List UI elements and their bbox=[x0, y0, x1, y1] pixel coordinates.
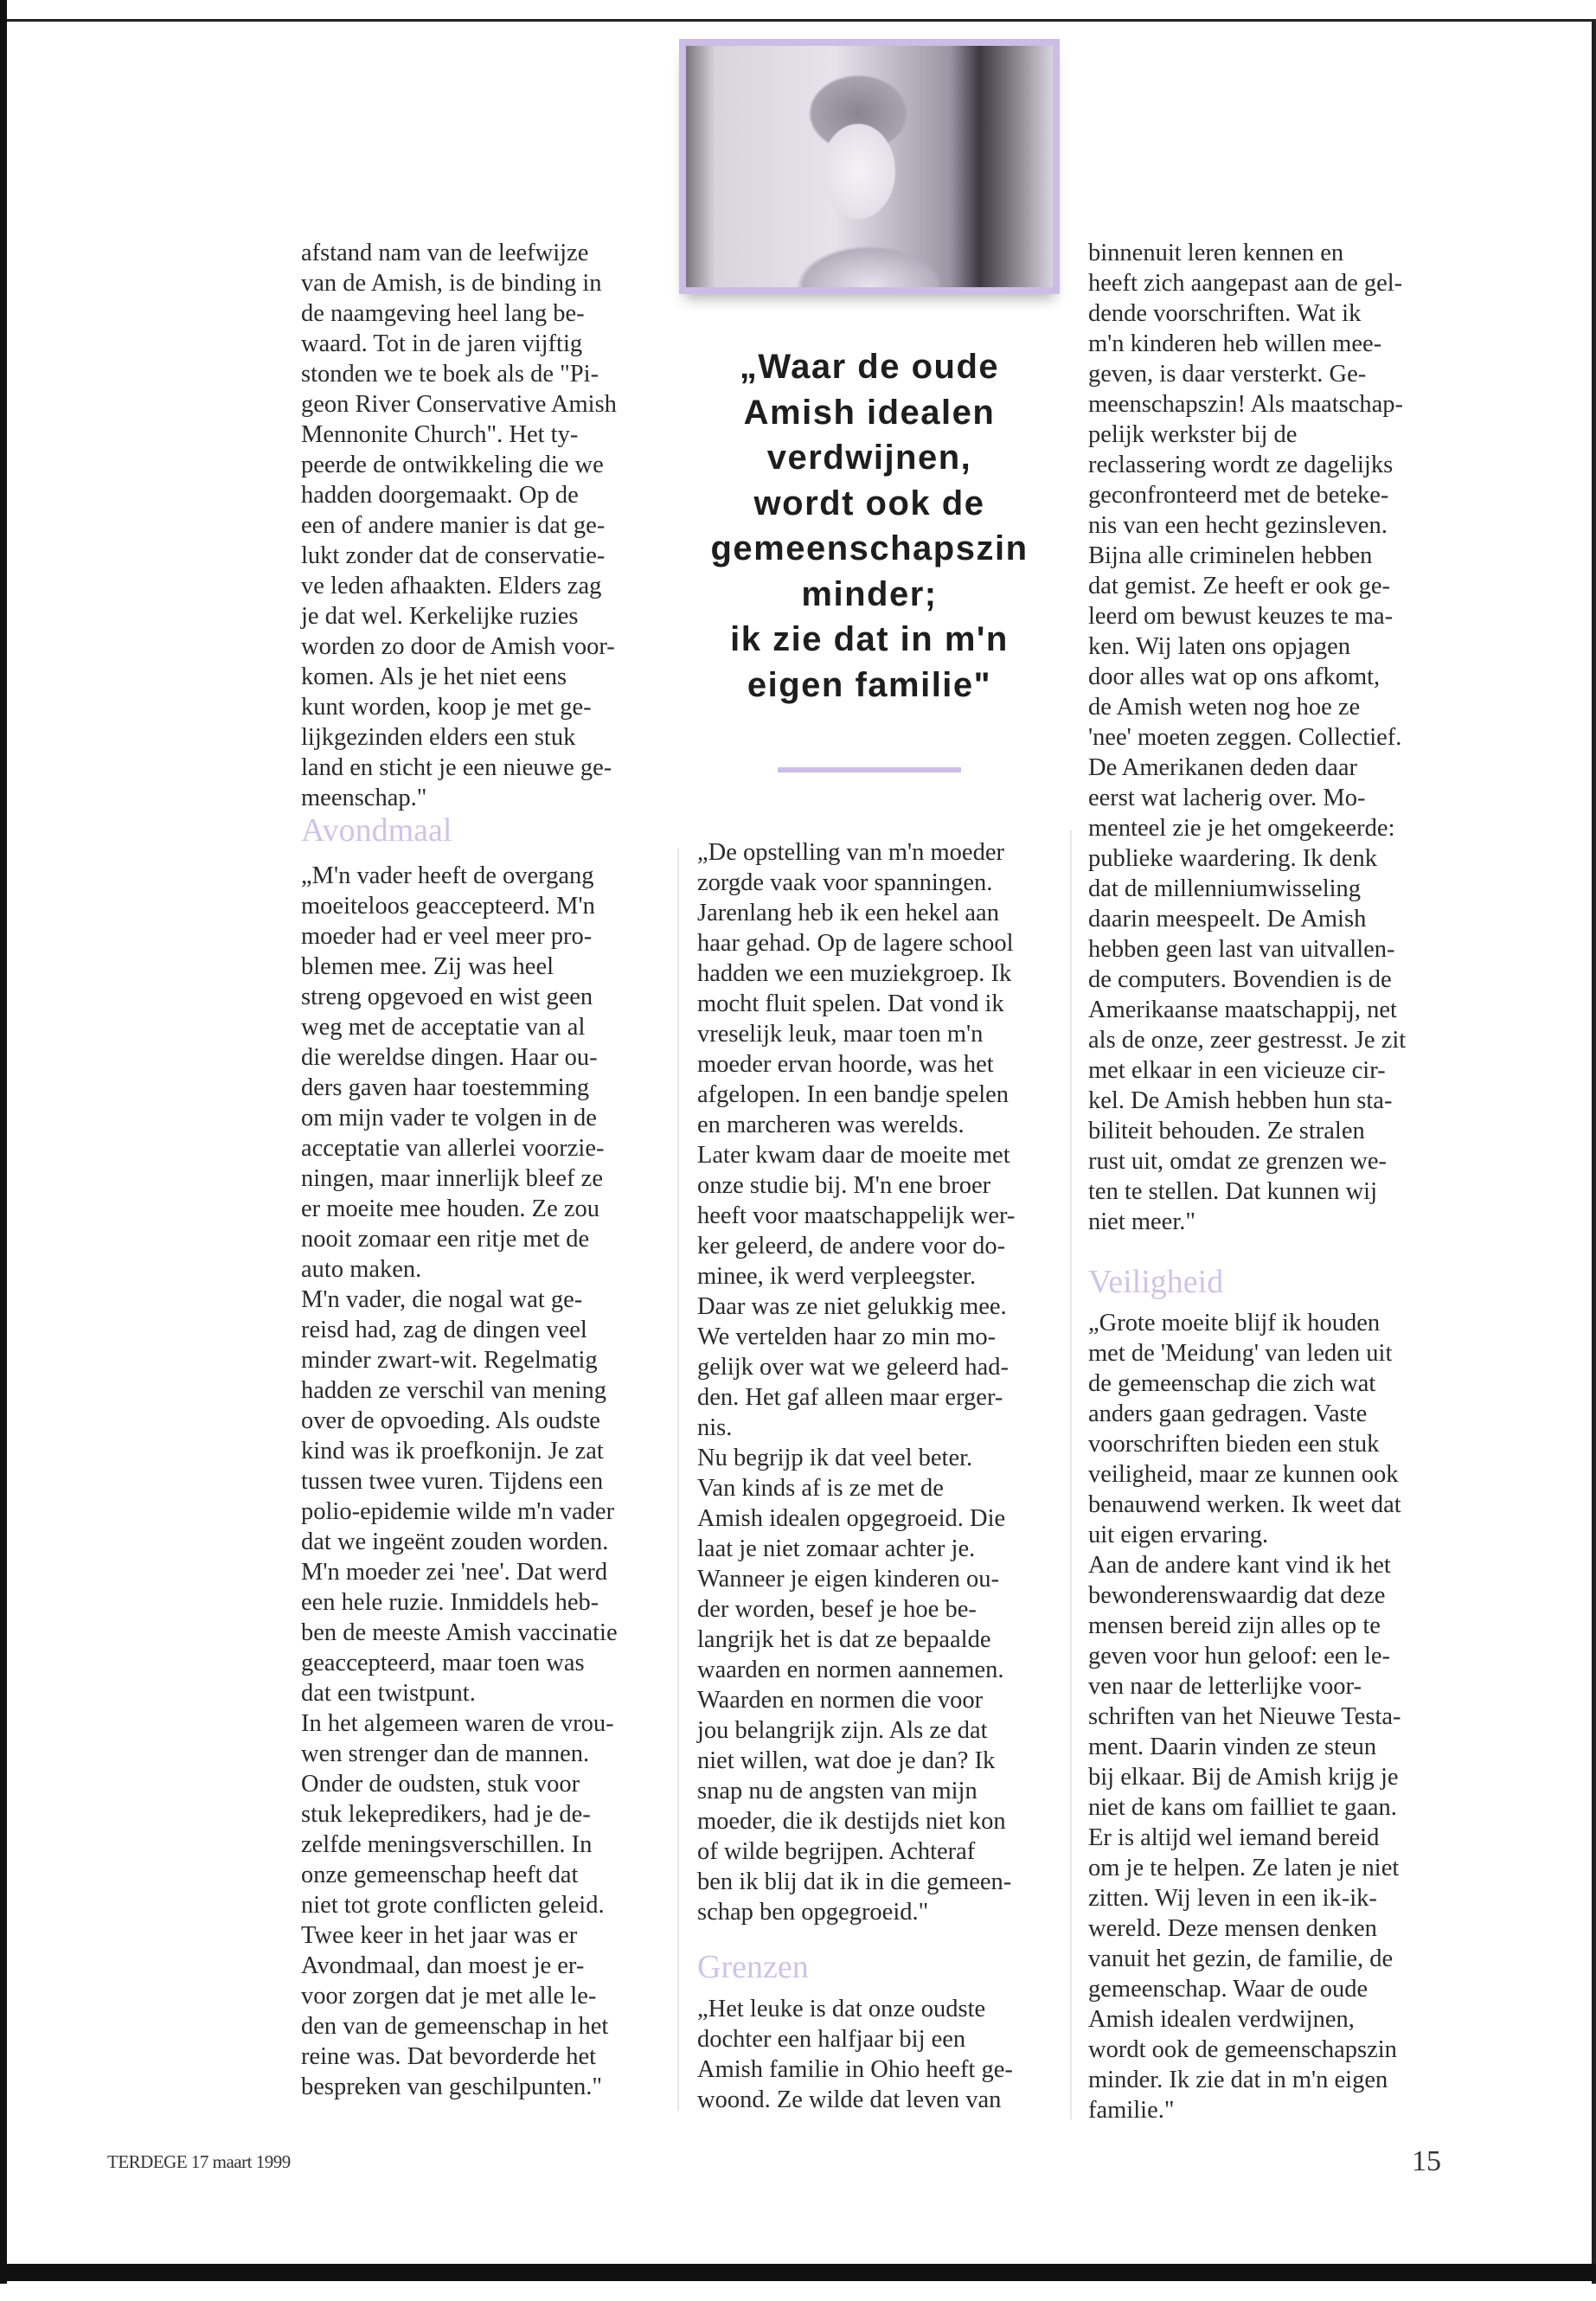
text-line: voor zorgen dat je met alle le- bbox=[301, 1983, 597, 2009]
text-line: dat de millenniumwisseling bbox=[1088, 875, 1362, 902]
text-line: der worden, besef je hoe be- bbox=[697, 1596, 977, 1623]
text-line: niet meer." bbox=[1088, 1208, 1196, 1235]
text-line: In het algemeen waren de vrou- bbox=[301, 1710, 614, 1737]
text-line: wen strenger dan de mannen. bbox=[301, 1740, 590, 1767]
text-line: Amish familie in Ohio heeft ge- bbox=[697, 2056, 1013, 2083]
text-line: die wereldse dingen. Haar ou- bbox=[301, 1044, 598, 1071]
text-line: Aan de andere kant vind ik het bbox=[1088, 1552, 1391, 1579]
text-line: veiligheid, maar ze kunnen ook bbox=[1088, 1461, 1399, 1488]
text-line: Avondmaal, dan moest je er- bbox=[301, 1952, 585, 1979]
text-line: bewonderenswaardig dat deze bbox=[1088, 1582, 1386, 1609]
text-line: streng opgevoed en wist geen bbox=[301, 984, 593, 1010]
text-line: Wanneer je eigen kinderen ou- bbox=[697, 1566, 1000, 1593]
text-line: ders gaven haar toestemming bbox=[301, 1074, 590, 1101]
text-line: ken. Wij laten ons opjagen bbox=[1088, 633, 1351, 660]
text-line: een hele ruzie. Inmiddels heb- bbox=[301, 1589, 599, 1616]
text-line: ningen, maar innerlijk bleef ze bbox=[301, 1165, 603, 1192]
text-line: den. Het gaf alleen maar erger- bbox=[697, 1384, 1003, 1411]
text-line: Amish idealen opgegroeid. Die bbox=[697, 1505, 1006, 1532]
text-line: pelijk werkster bij de bbox=[1088, 421, 1298, 448]
text-line: ker geleerd, de andere voor do- bbox=[697, 1233, 1006, 1259]
text-line: onze studie bij. M'n ene broer bbox=[697, 1172, 991, 1199]
text-line: geon River Conservative Amish bbox=[301, 391, 617, 418]
text-line: „De opstelling van m'n moeder bbox=[697, 839, 1004, 866]
text-line: ve leden afhaakten. Elders zag bbox=[301, 573, 602, 599]
text-line: Mennonite Church". Het ty- bbox=[301, 421, 579, 448]
text-line: wereld. Deze mensen denken bbox=[1088, 1915, 1377, 1942]
text-line: onze gemeenschap heeft dat bbox=[301, 1862, 579, 1888]
text-line: schriften van het Nieuwe Testa- bbox=[1088, 1703, 1401, 1730]
text-line: Twee keer in het jaar was er bbox=[301, 1922, 578, 1949]
text-line: minder zwart-wit. Regelmatig bbox=[301, 1347, 598, 1374]
page-border-top bbox=[0, 19, 1596, 22]
text-line: moeder ervan hoorde, was het bbox=[697, 1051, 994, 1078]
body-text bbox=[301, 238, 617, 813]
text-line: vreselijk leuk, maar toen m'n bbox=[697, 1021, 984, 1048]
pull-quote-rule bbox=[778, 767, 961, 772]
text-line: menteel zie je het omgekeerde: bbox=[1088, 815, 1395, 842]
text-line: waarden en normen aannemen. bbox=[697, 1657, 1004, 1683]
text-line: Amish idealen verdwijnen, bbox=[1088, 2006, 1355, 2033]
text-line: zitten. Wij leven in een ik-ik- bbox=[1088, 1885, 1377, 1912]
text-line: kunt worden, koop je met ge- bbox=[301, 694, 592, 721]
page-border-right bbox=[1592, 19, 1596, 2284]
body-text bbox=[697, 837, 1015, 1927]
text-line: dende voorschriften. Wat ik bbox=[1088, 300, 1362, 327]
text-line: jou belangrijk zijn. Als ze dat bbox=[697, 1717, 988, 1744]
text-line: schap ben opgegroeid." bbox=[697, 1899, 929, 1926]
text-line: zelfde meningsverschillen. In bbox=[301, 1831, 593, 1858]
text-line: binnenuit leren kennen en bbox=[1088, 240, 1344, 266]
text-line: over de opvoeding. Als oudste bbox=[301, 1407, 600, 1434]
body-text bbox=[301, 861, 618, 2102]
body-text bbox=[697, 1994, 1013, 2115]
text-line: hebben geen last van uitvallen- bbox=[1088, 936, 1395, 963]
page-number: 15 bbox=[1412, 2145, 1441, 2177]
text-line: leerd om bewust keuzes te ma- bbox=[1088, 603, 1394, 630]
text-line: haar gehad. Op de lagere school bbox=[697, 930, 1014, 957]
text-line: er moeite mee houden. Ze zou bbox=[301, 1195, 600, 1222]
text-line: minder. Ik zie dat in m'n eigen bbox=[1088, 2067, 1388, 2093]
text-line: gemeenschap. Waar de oude bbox=[1088, 1976, 1368, 2003]
text-line: weg met de acceptatie van al bbox=[301, 1014, 586, 1041]
pull-quote-line: minder; bbox=[801, 574, 938, 613]
text-line: auto maken. bbox=[301, 1256, 422, 1283]
text-line: stonden we te boek als de "Pi- bbox=[301, 361, 599, 388]
text-line: ten te stellen. Dat kunnen wij bbox=[1088, 1178, 1377, 1205]
text-line: mensen bereid zijn alles op te bbox=[1088, 1612, 1381, 1639]
text-line: Daar was ze niet gelukkig mee. bbox=[697, 1293, 1007, 1320]
pull-quote-line: Amish idealen bbox=[743, 393, 996, 432]
text-line: hadden ze verschil van mening bbox=[301, 1377, 606, 1404]
text-line: blemen mee. Zij was heel bbox=[301, 953, 554, 980]
pull-quote-line: verdwijnen, bbox=[766, 439, 972, 477]
pull-quote-line: gemeenschapszin bbox=[710, 529, 1029, 567]
text-line: „M'n vader heeft de overgang bbox=[301, 862, 594, 889]
text-line: Amerikaanse maatschappij, net bbox=[1088, 997, 1397, 1023]
text-line: snap nu de angsten van mijn bbox=[697, 1778, 977, 1804]
text-line: ven naar de letterlijke voor- bbox=[1088, 1673, 1362, 1700]
text-line: „Het leuke is dat onze oudste bbox=[697, 1996, 986, 2022]
text-line: Nu begrijp ik dat veel beter. bbox=[697, 1445, 973, 1471]
text-line: dat gemist. Ze heeft er ook ge- bbox=[1088, 573, 1390, 599]
text-line: worden zo door de Amish voor- bbox=[301, 633, 615, 660]
text-line: M'n vader, die nogal wat ge- bbox=[301, 1286, 583, 1313]
text-line: wordt ook de gemeenschapszin bbox=[1088, 2036, 1397, 2063]
text-line: uit eigen ervaring. bbox=[1088, 1522, 1269, 1548]
text-line: niet tot grote conflicten geleid. bbox=[301, 1892, 605, 1919]
text-line: anders gaan gedragen. Vaste bbox=[1088, 1400, 1368, 1427]
column-divider bbox=[677, 848, 679, 2111]
text-line: rust uit, omdat ze grenzen we- bbox=[1088, 1148, 1388, 1175]
text-line: polio-epidemie wilde m'n vader bbox=[301, 1498, 615, 1525]
text-line: moeiteloos geaccepteerd. M'n bbox=[301, 893, 595, 920]
text-line: Bijna alle criminelen hebben bbox=[1088, 542, 1373, 569]
text-line: geven, is daar versterkt. Ge- bbox=[1088, 361, 1367, 388]
text-line: als de onze, zeer gestresst. Je zit bbox=[1088, 1027, 1407, 1054]
text-line: met elkaar in een vicieuze cir- bbox=[1088, 1057, 1386, 1084]
text-line: of wilde begrijpen. Achteraf bbox=[697, 1838, 976, 1865]
text-line: Jarenlang heb ik een hekel aan bbox=[697, 900, 999, 926]
pull-quote-line: „Waar de oude bbox=[739, 348, 1000, 386]
text-line: van de Amish, is de binding in bbox=[301, 270, 602, 297]
text-line: Later kwam daar de moeite met bbox=[697, 1142, 1010, 1169]
text-line: peerde de ontwikkeling die we bbox=[301, 452, 604, 478]
text-line: nis van een hecht gezinsleven. bbox=[1088, 512, 1388, 539]
footer-publication: TERDEGE 17 maart 1999 bbox=[107, 2151, 291, 2172]
text-line: niet de kans om failliet te gaan. bbox=[1088, 1794, 1397, 1821]
text-line: mocht fluit spelen. Dat vond ik bbox=[697, 990, 1004, 1017]
text-line: nooit zomaar een ritje met de bbox=[301, 1226, 590, 1253]
text-line: langrijk het is dat ze bepaalde bbox=[697, 1626, 991, 1653]
section-heading: Grenzen bbox=[697, 1949, 809, 1985]
text-line: vanuit het gezin, de familie, de bbox=[1088, 1945, 1394, 1972]
text-line: laat je niet zomaar achter je. bbox=[697, 1535, 976, 1562]
text-line: komen. Als je het niet eens bbox=[301, 663, 567, 690]
text-line: daarin meespeelt. De Amish bbox=[1088, 906, 1367, 933]
text-line: meenschapszin! Als maatschap- bbox=[1088, 391, 1404, 418]
text-line: Er is altijd wel iemand bereid bbox=[1088, 1824, 1380, 1851]
text-line: voorschriften bieden een stuk bbox=[1088, 1431, 1380, 1458]
text-line: ben ik blij dat ik in die gemeen- bbox=[697, 1868, 1012, 1895]
text-line: familie." bbox=[1088, 2097, 1175, 2124]
text-line: hadden we een muziekgroep. Ik bbox=[697, 960, 1012, 987]
text-line: de computers. Bovendien is de bbox=[1088, 966, 1392, 993]
text-line: heeft voor maatschappelijk wer- bbox=[697, 1202, 1016, 1229]
text-line: heeft zich aangepast aan de gel- bbox=[1088, 270, 1403, 297]
text-line: bij elkaar. Bij de Amish krijg je bbox=[1088, 1764, 1399, 1791]
text-line: lijkgezinden elders een stuk bbox=[301, 724, 576, 751]
column-divider bbox=[1070, 830, 1072, 2119]
text-line: je dat wel. Kerkelijke ruzies bbox=[301, 603, 579, 630]
section-heading: Veiligheid bbox=[1088, 1264, 1224, 1300]
text-line: M'n moeder zei 'nee'. Dat werd bbox=[301, 1559, 608, 1586]
text-line: de naamgeving heel lang be- bbox=[301, 300, 585, 327]
text-line: Van kinds af is ze met de bbox=[697, 1475, 944, 1502]
text-line: stuk lekepredikers, had je de- bbox=[301, 1801, 591, 1828]
text-line: m'n kinderen heb willen mee- bbox=[1088, 330, 1382, 357]
text-line: kel. De Amish hebben hun sta- bbox=[1088, 1087, 1393, 1114]
text-line: biliteit behouden. Ze stralen bbox=[1088, 1118, 1365, 1144]
text-line: minee, ik werd verpleegster. bbox=[697, 1263, 977, 1290]
text-line: reclassering wordt ze dagelijks bbox=[1088, 452, 1394, 478]
page-border-bottom bbox=[0, 2264, 1596, 2281]
text-line: De Amerikanen deden daar bbox=[1088, 754, 1357, 781]
text-line: ben de meeste Amish vaccinatie bbox=[301, 1619, 618, 1646]
pull-quote-line: wordt ook de bbox=[753, 484, 985, 522]
text-line: moeder had er veel meer pro- bbox=[301, 923, 593, 950]
text-line: woond. Ze wilde dat leven van bbox=[697, 2086, 1002, 2113]
body-text bbox=[1088, 1308, 1401, 2125]
text-line: en marcheren was werelds. bbox=[697, 1112, 965, 1138]
text-line: waard. Tot in de jaren vijftig bbox=[301, 330, 583, 357]
section-heading: Avondmaal bbox=[301, 812, 452, 849]
pull-quote-line: eigen familie" bbox=[747, 665, 992, 704]
text-line: „Grote moeite blijf ik houden bbox=[1088, 1310, 1381, 1336]
text-line: meenschap." bbox=[301, 785, 427, 811]
text-line: reisd had, zag de dingen veel bbox=[301, 1317, 587, 1343]
text-line: kind was ik proefkonijn. Je zat bbox=[301, 1438, 604, 1465]
text-line: hadden doorgemaakt. Op de bbox=[301, 482, 579, 509]
text-line: tussen twee vuren. Tijdens een bbox=[301, 1468, 604, 1495]
text-line: publieke waardering. Ik denk bbox=[1088, 845, 1377, 872]
text-line: Onder de oudsten, stuk voor bbox=[301, 1771, 580, 1798]
text-line: geaccepteerd, maar toen was bbox=[301, 1650, 585, 1676]
text-line: dat we ingeënt zouden worden. bbox=[301, 1529, 609, 1555]
text-line: moeder, die ik destijds niet kon bbox=[697, 1808, 1006, 1835]
text-line: dochter een halfjaar bij een bbox=[697, 2026, 966, 2053]
text-line: nis. bbox=[697, 1414, 733, 1441]
text-line: niet willen, wat doe je dan? Ik bbox=[697, 1747, 996, 1774]
text-line: land en sticht je een nieuwe ge- bbox=[301, 754, 612, 781]
text-line: een of andere manier is dat ge- bbox=[301, 512, 606, 539]
portrait-photo bbox=[679, 39, 1060, 294]
text-line: afgelopen. In een bandje spelen bbox=[697, 1081, 1010, 1108]
text-line: Waarden en normen die voor bbox=[697, 1687, 984, 1714]
body-text bbox=[1088, 238, 1406, 1237]
text-line: zorgde vaak voor spanningen. bbox=[697, 869, 993, 896]
text-line: geconfronteerd met de beteke- bbox=[1088, 482, 1389, 509]
text-line: lukt zonder dat de conservatie- bbox=[301, 542, 606, 569]
page-border-left bbox=[0, 0, 7, 2284]
text-line: den van de gemeenschap in het bbox=[301, 2013, 609, 2040]
pull-quote bbox=[679, 344, 1060, 708]
text-line: de gemeenschap die zich wat bbox=[1088, 1370, 1376, 1397]
text-line: reine was. Dat bevorderde het bbox=[301, 2043, 597, 2070]
text-line: dat een twistpunt. bbox=[301, 1680, 476, 1707]
text-line: met de 'Meidung' van leden uit bbox=[1088, 1340, 1393, 1367]
text-line: We vertelden haar zo min mo- bbox=[697, 1324, 997, 1350]
text-line: acceptatie van allerlei voorzie- bbox=[301, 1135, 605, 1162]
text-line: door alles wat op ons afkomt, bbox=[1088, 663, 1381, 690]
text-line: eerst wat lacherig over. Mo- bbox=[1088, 785, 1366, 811]
text-line: 'nee' moeten zeggen. Collectief. bbox=[1088, 724, 1402, 751]
text-line: afstand nam van de leefwijze bbox=[301, 240, 589, 266]
text-line: benauwend werken. Ik weet dat bbox=[1088, 1491, 1401, 1518]
text-line: gelijk over wat we geleerd had- bbox=[697, 1354, 1010, 1381]
text-line: om mijn vader te volgen in de bbox=[301, 1105, 597, 1131]
text-line: geven voor hun geloof: een le- bbox=[1088, 1643, 1390, 1670]
text-line: bespreken van geschilpunten." bbox=[301, 2073, 602, 2100]
text-line: de Amish weten nog hoe ze bbox=[1088, 694, 1361, 721]
text-line: ment. Daarin vinden ze steun bbox=[1088, 1734, 1377, 1760]
pull-quote-line: ik zie dat in m'n bbox=[730, 620, 1009, 658]
text-line: om je te helpen. Ze laten je niet bbox=[1088, 1855, 1400, 1881]
